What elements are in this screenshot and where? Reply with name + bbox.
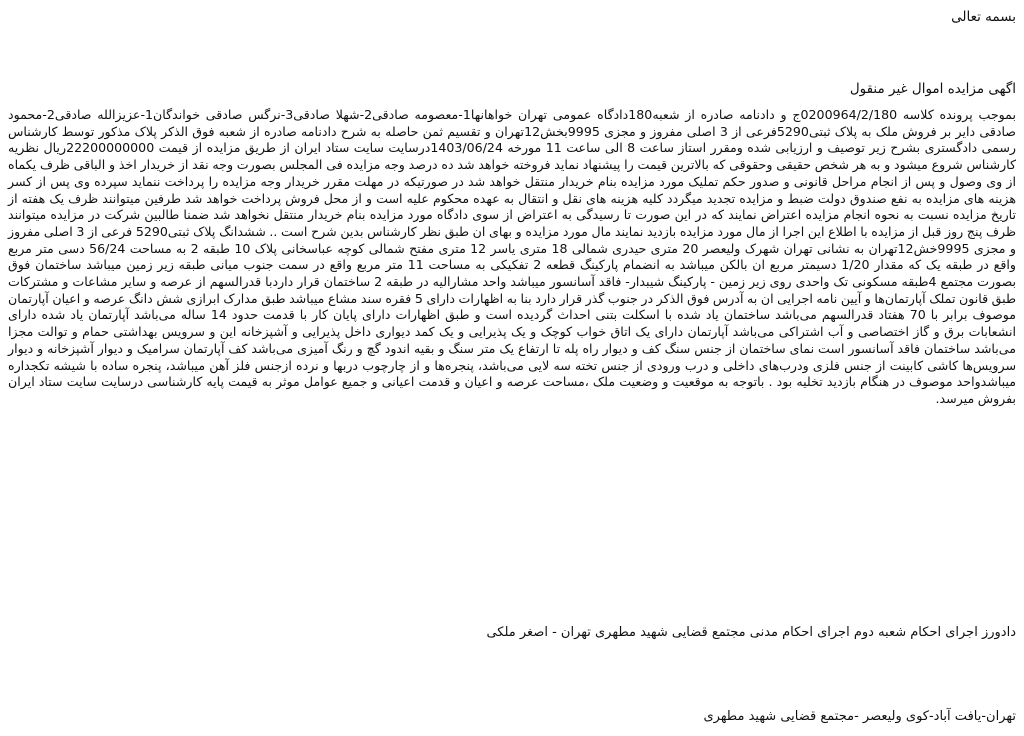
signature-line: دادورز اجرای احکام شعبه دوم اجرای احکام مدنی مجتمع قضایی شهید مطهری تهران - اصغر ملکی xyxy=(486,625,1016,640)
document-heading: بسمه تعالی xyxy=(951,9,1016,25)
notice-body: بموجب پرونده کلاسه 0200964/2/180ج و دادنامه صادره از شعبه180دادگاه عمومی تهران خواهانها1-معصومه صادقی2-شهلا صادقی3-نرگس صادقی خواندگان1-عزیزالله صادقی2-محمود صادقی دایر بر فروش ملک به پلاک ثبتی5290فرعی از 3 اصلی مفروز و مجزی 9995بخش12تهران و تقسیم ثمن حاصله به شرح دادنامه صادره از شعبه فوق الذکر پلاک مذکور توسط کارشناس رسمی دادگستری بشرح زیر توصیف و ارزیابی شده ومقرر استاز ساعت 8 الی ساعت 11 مورخه 1403/06/24درسایت سایت ستاد ایران از طریق مزایده از قیمت 22200000000ریال نظریه کارشناس شروع میشود و به هر شخص حقیقی وحقوقی که بالاترین قیمت را پیشنهاد نماید فروخته خواهد شد ده درصد وجه مزایده فی المجلس بصورت وجه نقد از خریدار اخذ و الباقی ظرف یکماه از وی وصول و پس از انجام مراحل قانونی و صدور حکم تملیک مورد مزایده بنام خریدار منتقل خواهد شد در صورتیکه در مهلت مقرر خریدار وجه مزایده را پرداخت ننماید سپرده وی پس از کسر هزینه های مزایده به نفع صندوق دولت ضبط و مزایده تجدید میگردد کلیه هزینه های نقل و انتقال به عهده محکوم علیه است و از محل فروش پرداخت خواهد شد طرفین میتوانند ظرف یک هفته از تاریخ مزایده نسبت به نحوه انجام مزایده اعتراض نمایند که در این صورت تا رسیدگی به اعتراض از سوی دادگاه مورد مزایده بنام خریدار منتقل نخواهد شد ضمنا طالبین شرکت در مزایده میتوانند ظرف پنج روز قبل از مزایده با اطلاع این اجرا از مال مورد مزایده بازدید نمایند مال مورد مزایده و بهای ان طبق نظر کارشناس بدین شرح است .. ششدانگ پلاک ثبتی5290 فرعی از 3 اصلی مفروز و مجزی 9995خش12تهران به نشانی تهران شهرک ولیعصر 20 متری حیدری شمالی 18 متری یاسر 12 متری مفتح شمالی کوچه عباسخانی پلاک 10 طبقه 2 به مساحت 56/24 دسی متر مربع واقع در طبقه یک که مقدار 1/20 دسیمتر مربع ان بالکن میباشد به انضمام پارکینگ قطعه 2 تفکیکی به مساحت 11 متر مربع واقع در سمت جنوب میانی طبقه زیر زمین میباشد ساختمان فوق بصورت مجتمع 4طبقه مسکونی تک واحدی روی زیر زمین - پارکینگ شیبدار- فاقد آسانسور میباشد واحد مشارالیه در طبقه 2 ساختمان قرار داردبا قدرالسهم از عرصه و سایر مشاعات و مشترکات طبق قانون تملک آپارتمان‌ها و آیین نامه اجرایی ان به آدرس فوق الذکر در جنوب گذر قرار دارد بنا به اظهارات دارای 5 فقره سند مشاع میباشد طبق مدارک ابرازی شش دانگ عرصه و اعیان آپارتمان موصوف برابر با 70 هفتاد قدرالسهم می‌باشد ساختمان یاد شده با اسکلت بتنی احداث گردیده است و طبق اظهارات دارای پایان کار با قدمت حدود 14 ساله می‌باشد آپارتمان یاد شده دارای انشعابات برق و گاز اختصاصی و آب اشتراکی می‌باشد آپارتمان دارای یک اتاق خواب کوچک و یک پذیرایی و یک کمد دیواری داخل پذیرایی و آشپزخانه این و سرویس بهداشتی حمام و توالت مجزا می‌باشد ساختمان فاقد آسانسور است نمای ساختمان از جنس سنگ کف و دیوار راه پله تا ارتفاع یک متر سنگ و بقیه اندود گچ و رنگ آمیزی می‌باشد کف آپارتمان سرامیک و دیوار آشپزخانه و دیوار سرویس‌ها کاشی کابینت از جنس فلزی ودرب‌های داخلی و درب ورودی از جنس تخته سه لایی می‌باشد، پنجره‌ها و از چارچوب دربها و نرده ازجنس فلز آهن میباشد، پنجره ساده با شیشه تکجداره میباشدواحد موصوف در هنگام بازدید تخلیه بود . باتوجه به موقعیت و وضعیت ملک ،مساحت عرصه و اعیان و قدمت اعیانی و جمیع عوامل موثر به قیمت پایه کارشناسی درسایت سایت ستاد ایران بفروش میرسد. xyxy=(8,107,1017,406)
address-line: تهران-یافت آباد-کوی ولیعصر -مجتمع قضایی شهید مطهری xyxy=(703,709,1016,724)
notice-title: اگهی مزایده اموال غیر منقول xyxy=(849,81,1016,97)
